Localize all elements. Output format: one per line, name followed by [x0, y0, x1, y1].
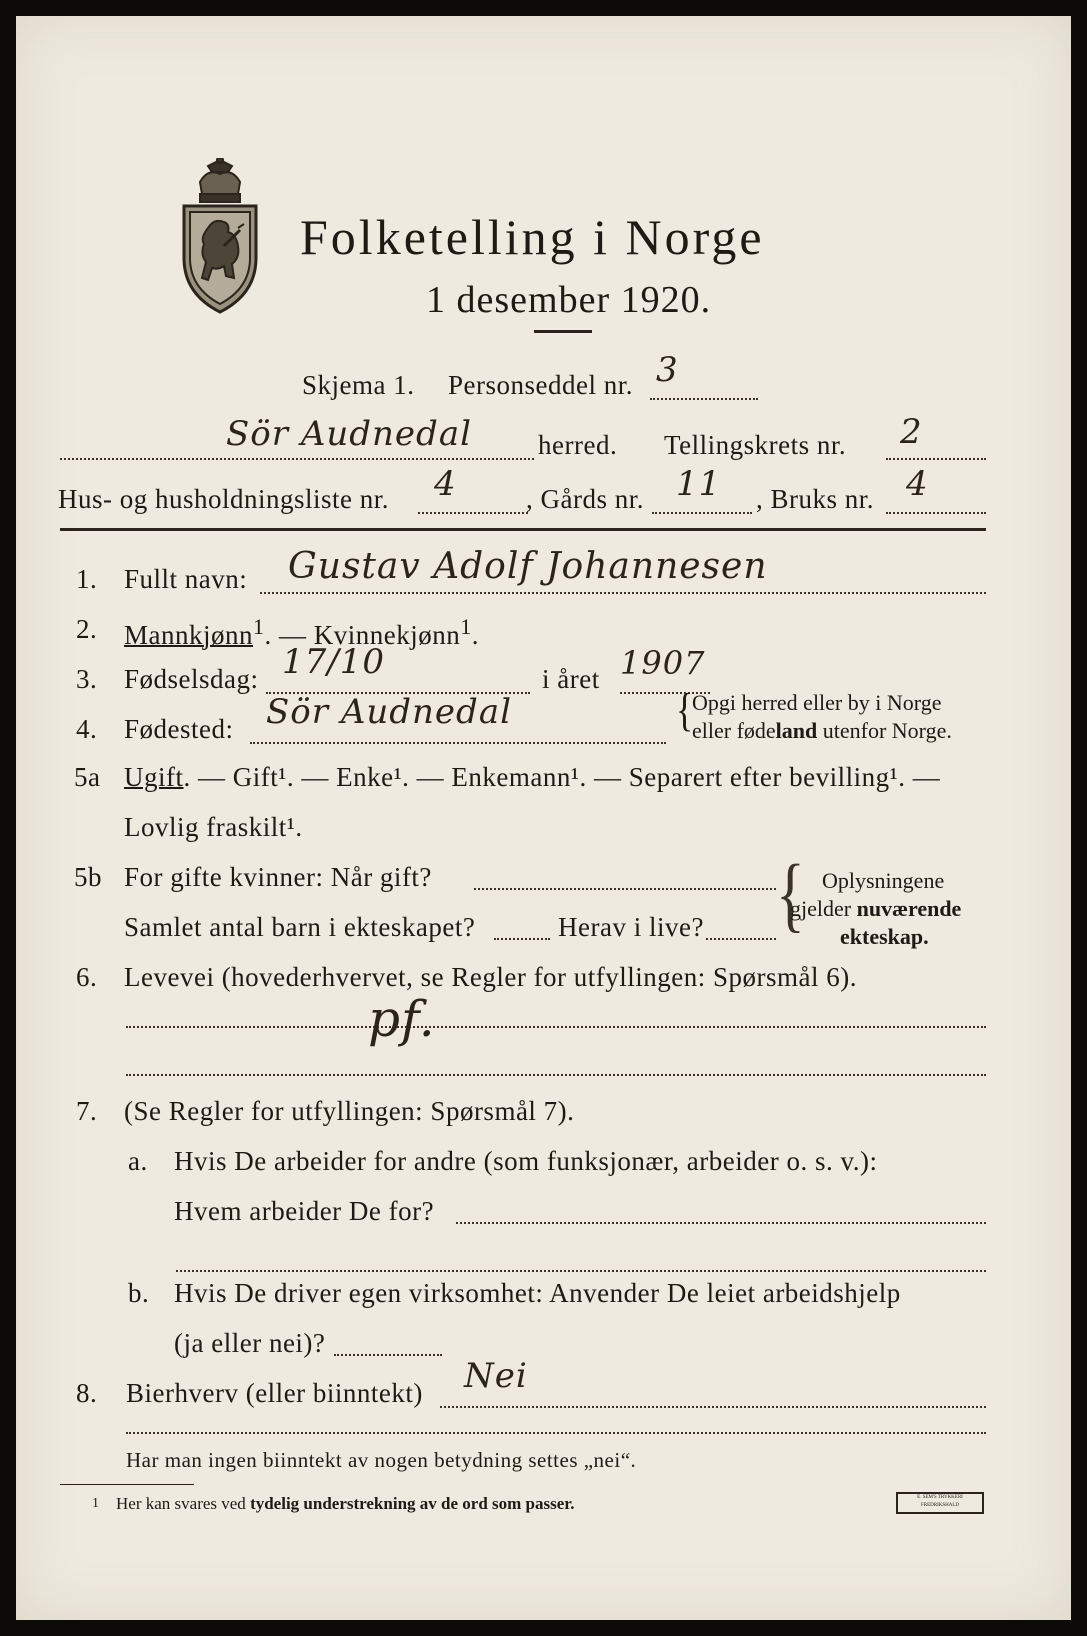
q7a-question: Hvem arbeider De for? — [174, 1196, 435, 1226]
personseddel-line[interactable] — [650, 398, 758, 400]
q7-number: 7. — [76, 1096, 98, 1126]
footnote-rule — [60, 1484, 194, 1485]
herred-line[interactable] — [60, 458, 534, 460]
children-alive-line[interactable] — [706, 938, 776, 940]
gards-label: , Gårds nr. — [526, 484, 644, 514]
status-option-others[interactable]: . — Gift¹. — Enke¹. — Enkemann¹. — Separert efter bevilling¹. — — [183, 762, 941, 792]
q5b-married-label: For gifte kvinner: Når gift? — [124, 862, 432, 892]
census-form-sheet — [16, 16, 1071, 1620]
q7b-question: (ja eller nei)? — [174, 1328, 326, 1358]
tellingskrets-label: Tellingskrets nr. — [664, 430, 847, 460]
footnote-text: Her kan svares ved tydelig understrekning av de ord som passer. — [116, 1494, 575, 1513]
children-count-line[interactable] — [494, 938, 550, 940]
skjema-label: Skjema 1. — [302, 370, 415, 400]
q1-label: Fullt navn: — [124, 564, 248, 594]
coat-of-arms-icon — [178, 158, 262, 314]
gards-line[interactable] — [652, 512, 752, 514]
q3-label: Fødselsdag: — [124, 664, 259, 694]
q5b-alive-label: Herav i live? — [558, 912, 704, 942]
herred-value: Sör Audnedal — [226, 414, 472, 454]
q8-label: Bierhverv (eller biinntekt) — [126, 1378, 423, 1408]
q6-number: 6. — [76, 962, 98, 992]
side-income-line-1[interactable] — [440, 1406, 986, 1408]
q6-label: Levevei (hovederhvervet, se Regler for utfyllingen: Spørsmål 6). — [124, 962, 858, 992]
bruks-value: 4 — [906, 464, 929, 504]
q7b-letter: b. — [128, 1278, 150, 1308]
married-when-line[interactable] — [474, 888, 776, 890]
q5a-number: 5a — [74, 762, 101, 792]
footnote-mark: 1 — [92, 1496, 99, 1511]
herred-label: herred. — [538, 430, 618, 460]
tellingskrets-value: 2 — [900, 412, 923, 452]
q4-note-line1: Opgi herred eller by i Norge — [692, 690, 942, 715]
hired-help-line[interactable] — [334, 1354, 442, 1356]
birthplace-value: Sör Audnedal — [266, 692, 512, 732]
printer-stamp: E. SEM'S TRYKKERI FREDRIKSHALD — [896, 1492, 984, 1514]
q5a-status-options — [124, 762, 940, 793]
occupation-line-1[interactable] — [126, 1026, 986, 1028]
side-income-value: Nei — [464, 1356, 528, 1396]
personseddel-value: 3 — [656, 350, 679, 390]
tellingskrets-line[interactable] — [886, 458, 986, 460]
bruks-line[interactable] — [886, 512, 986, 514]
status-option-fraskilt[interactable]: Lovlig fraskilt¹. — [124, 812, 303, 842]
sex-option-male[interactable]: Mannkjønn — [124, 620, 253, 650]
q4-label: Fødested: — [124, 714, 234, 744]
birthplace-line[interactable] — [250, 742, 666, 744]
q3-number: 3. — [76, 664, 98, 694]
q4-number: 4. — [76, 714, 98, 744]
q2-sex-options: Mannkjønn$^1$. — Kvinnekjønn$^1$. — [124, 614, 479, 650]
q7-label: (Se Regler for utfyllingen: Spørsmål 7). — [124, 1096, 575, 1126]
q4-note-line2: eller fødeland utenfor Norge. — [692, 718, 952, 743]
birthday-value: 17/10 — [282, 642, 385, 682]
year-label: i året — [542, 664, 600, 694]
side-income-line-2[interactable] — [126, 1432, 986, 1434]
q2-number: 2. — [76, 614, 98, 644]
full-name-line[interactable] — [260, 592, 986, 594]
hus-line[interactable] — [418, 512, 528, 514]
birth-year-value: 1907 — [620, 644, 706, 682]
q5b-brace: { — [776, 847, 805, 941]
gards-value: 11 — [676, 464, 722, 504]
q5b-number: 5b — [74, 862, 102, 892]
personseddel-label: Personseddel nr. — [448, 370, 633, 400]
q8-note: Har man ingen biinntekt av nogen betydning settes „nei“. — [126, 1448, 637, 1472]
hus-value: 4 — [434, 464, 457, 504]
bruks-label: , Bruks nr. — [756, 484, 875, 514]
q7a-text: Hvis De arbeider for andre (som funksjonær, arbeider o. s. v.): — [174, 1146, 878, 1176]
sex-option-female[interactable]: Kvinnekjønn — [313, 620, 461, 650]
q7b-text: Hvis De driver egen virksomhet: Anvender De leiet arbeidshjelp — [174, 1278, 901, 1308]
q1-number: 1. — [76, 564, 98, 594]
header-divider — [60, 528, 986, 531]
employer-line-1[interactable] — [456, 1222, 986, 1224]
q5b-children-label: Samlet antal barn i ekteskapet? — [124, 912, 476, 942]
occupation-value: pf. — [368, 990, 436, 1048]
status-option-ugift[interactable]: Ugift — [124, 762, 184, 792]
q5b-note3: ekteskap. — [840, 924, 929, 949]
form-title: Folketelling i Norge — [300, 209, 765, 265]
occupation-line-2[interactable] — [126, 1074, 986, 1076]
title-rule — [534, 330, 592, 333]
q8-number: 8. — [76, 1378, 98, 1408]
q7a-letter: a. — [128, 1146, 148, 1176]
q4-brace: { — [676, 684, 694, 736]
employer-line-2[interactable] — [176, 1270, 986, 1272]
q5b-note1: Oplysningene — [822, 868, 945, 893]
form-date: 1 desember 1920. — [426, 279, 712, 321]
full-name-value: Gustav Adolf Johannesen — [288, 546, 768, 587]
q5b-note2: gjelder nuværende — [790, 896, 962, 921]
hus-label: Hus- og husholdningsliste nr. — [58, 484, 390, 514]
